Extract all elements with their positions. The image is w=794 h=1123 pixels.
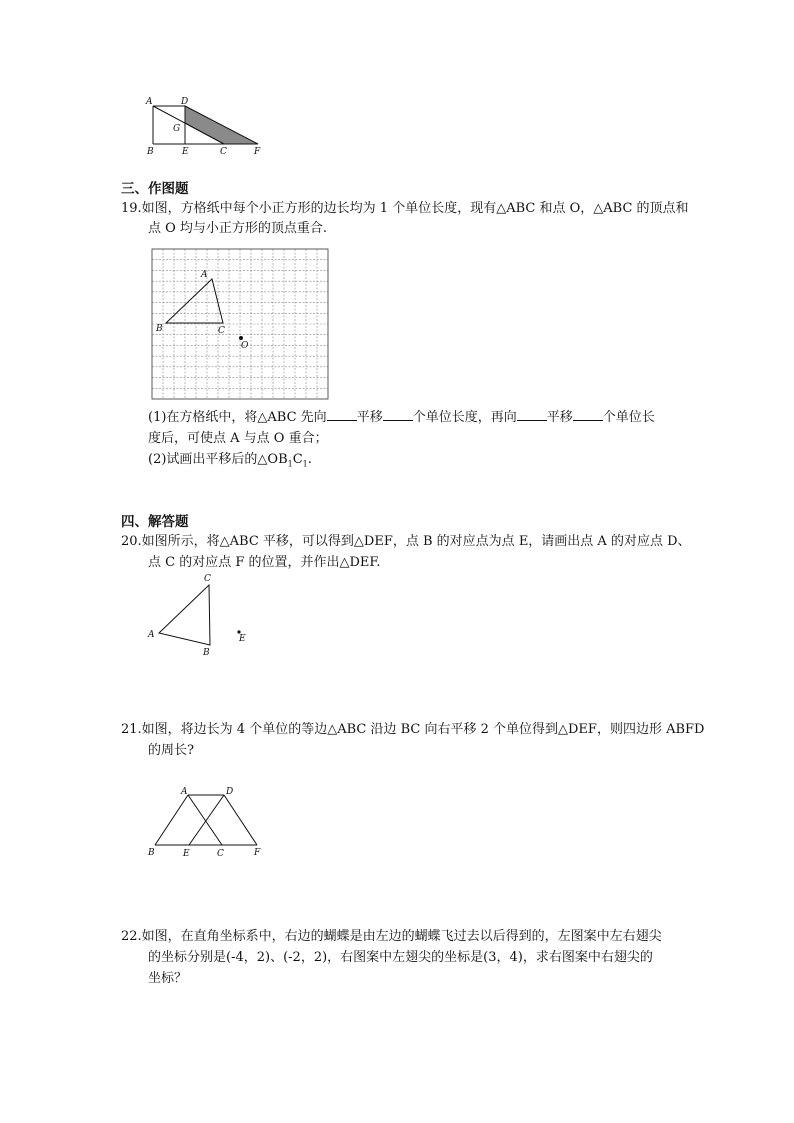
blank-1[interactable] <box>327 408 357 421</box>
q19-p2-b: C <box>292 452 303 467</box>
section-title-3: 三、作图题 <box>121 181 189 197</box>
label-C: C <box>218 326 225 336</box>
q20-figure <box>140 570 260 658</box>
label-A: A <box>181 787 188 797</box>
label-F: F <box>254 848 261 858</box>
label-C: C <box>217 849 224 859</box>
label-C: C <box>220 147 227 154</box>
label-O: O <box>241 341 249 351</box>
label-F: F <box>254 147 261 154</box>
label-B: B <box>156 324 163 334</box>
q21-figure <box>140 782 270 862</box>
label-E: E <box>182 147 189 154</box>
q19-line1: 19.如图，方格纸中每个小正方形的边长均为 1 个单位长度，现有△ABC 和点 O，△ABC 的顶点和 <box>121 201 689 216</box>
label-E: E <box>239 634 246 644</box>
label-A: A <box>146 97 153 107</box>
q19-part2 <box>148 450 312 475</box>
top-figure <box>140 92 270 154</box>
label-D: D <box>181 97 189 107</box>
label-C: C <box>204 574 211 584</box>
label-B: B <box>203 648 210 658</box>
q19-p2-sub2: 1 <box>302 459 308 469</box>
line-DE <box>189 795 224 845</box>
q22-line2: 的坐标分别是(-4，2)、(-2，2)，右图案中左翅尖的坐标是(3，4)，求右图案中右翅尖的 <box>148 950 653 965</box>
section-title-4: 四、解答题 <box>121 514 189 530</box>
q19-part1-line1 <box>148 408 655 428</box>
label-A: A <box>148 630 155 640</box>
line-AB <box>155 795 188 845</box>
q21-line2: 的周长? <box>148 743 194 758</box>
q19-p1-b: 平移 <box>356 410 383 425</box>
q19-p1-a: (1)在方格纸中，将△ABC 先向 <box>148 410 327 425</box>
q20-line2: 点 C 的对应点 F 的位置，并作出△DEF. <box>148 555 381 570</box>
q22-line1: 22.如图，在直角坐标系中，右边的蝴蝶是由左边的蝴蝶飞过去以后得到的，左图案中左右翅尖 <box>121 929 662 944</box>
triangle-ABC <box>166 279 223 323</box>
line-AC <box>188 795 222 845</box>
label-B: B <box>147 147 154 154</box>
q19-p2-sub1: 1 <box>287 459 293 469</box>
q19-p2-a: (2)试画出平移后的△OB <box>148 452 288 467</box>
label-A: A <box>201 270 208 280</box>
label-D: D <box>226 787 234 797</box>
q19-line2: 点 O 均与小正方形的顶点重合. <box>148 221 328 236</box>
q19-p2-c: . <box>307 452 312 467</box>
q19-p1-c: 个单位长度，再向 <box>412 410 517 425</box>
label-E: E <box>183 849 190 859</box>
triangle-ABC <box>159 585 210 645</box>
shaded-region <box>185 106 258 144</box>
line-DF <box>224 795 257 845</box>
blank-4[interactable] <box>573 408 603 421</box>
point-O <box>239 336 243 340</box>
grid-figure <box>145 246 335 404</box>
q22-line3: 坐标？ <box>148 971 188 986</box>
label-G: G <box>173 124 181 134</box>
q19-p1-e: 个单位长 <box>602 410 655 425</box>
q19-part1-line2: 度后，可使点 A 与点 O 重合； <box>148 431 328 446</box>
q19-p1-d: 平移 <box>546 410 573 425</box>
label-B: B <box>148 848 155 858</box>
q20-line1: 20.如图所示，将△ABC 平移，可以得到△DEF，点 B 的对应点为点 E，请画出点 A 的对应点 D、 <box>121 534 691 549</box>
blank-3[interactable] <box>517 408 547 421</box>
blank-2[interactable] <box>383 408 413 421</box>
q21-line1: 21.如图，将边长为 4 个单位的等边△ABC 沿边 BC 向右平移 2 个单位得到△DEF，则四边形 ABFD <box>121 722 705 737</box>
